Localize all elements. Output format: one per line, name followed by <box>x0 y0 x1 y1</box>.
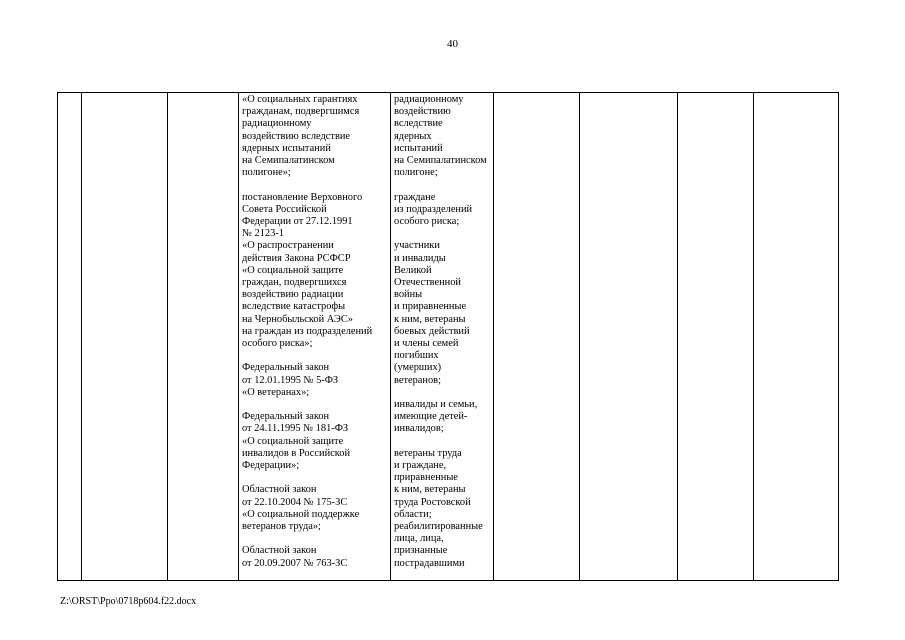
text-line: имеющие детей- <box>394 411 468 423</box>
legal-basis-text <box>239 93 390 570</box>
text-line: вследствие катастрофы <box>242 301 346 313</box>
text-line: радиационному <box>394 94 464 105</box>
text-line: «О социальной защите <box>242 435 344 447</box>
text-line: Федеральный закон <box>242 411 330 423</box>
text-block <box>242 484 388 533</box>
text-line: инвалидов в Российской <box>242 447 351 459</box>
text-line: на Семипалатинском <box>242 155 335 167</box>
text-line: «О распространении <box>242 240 334 252</box>
text-line: пострадавшими <box>394 557 465 569</box>
text-line: на Чернобыльской АЭС» <box>242 313 353 325</box>
text-line: области; <box>394 508 432 520</box>
text-line: воздействию вследствие <box>242 130 351 142</box>
text-block <box>242 192 388 351</box>
text-line: граждан, подвергшихся <box>242 277 347 289</box>
text-line: труда Ростовской <box>394 496 471 508</box>
text-line: от 12.01.1995 № 5-ФЗ <box>242 374 339 386</box>
text-line: «О социальной поддержке <box>242 508 360 520</box>
table-cell-col3 <box>168 93 239 581</box>
text-line: Совета Российской <box>242 203 327 215</box>
text-line: лица, лица, <box>394 533 444 545</box>
text-line: испытаний <box>394 142 443 154</box>
table-row <box>58 93 839 581</box>
text-line: граждане <box>394 191 436 203</box>
text-line: погибших <box>394 350 439 362</box>
text-line: гражданам, подвергшимся <box>242 106 360 118</box>
text-line: войны <box>394 289 423 301</box>
text-line: Федеральный закон <box>242 362 330 374</box>
text-block <box>394 192 491 229</box>
table-cell-number <box>58 93 82 581</box>
table-cell-col7 <box>580 93 678 581</box>
text-line: особого риска»; <box>242 338 313 350</box>
table-cell-recipients <box>391 93 494 581</box>
text-line: Федерации»; <box>242 460 300 472</box>
table-cell-legal-basis <box>239 93 391 581</box>
text-line: ядерных <box>394 130 432 142</box>
text-line: Федерации от 27.12.1991 <box>242 216 353 228</box>
text-line: от 20.09.2007 № 763-ЗС <box>242 557 348 569</box>
text-line: постановление Верховного <box>242 191 363 203</box>
recipients-text <box>391 93 493 570</box>
table-cell-col8 <box>678 93 754 581</box>
text-line: полигоне»; <box>242 167 291 179</box>
text-line: к ним, ветераны <box>394 313 466 325</box>
text-line: на Семипалатинском <box>394 155 487 167</box>
text-line: из подразделений <box>394 203 473 215</box>
text-line: «О ветеранах»; <box>242 386 310 398</box>
text-line: Великой <box>394 264 432 276</box>
document-table <box>57 92 839 581</box>
table-cell-col2 <box>82 93 168 581</box>
text-line: ядерных испытаний <box>242 142 331 154</box>
text-line: признанные <box>394 545 448 557</box>
text-line: инвалиды и семьи, <box>394 399 478 411</box>
text-line: вследствие <box>394 118 443 130</box>
text-line: ветераны труда <box>394 447 462 459</box>
text-line: инвалидов; <box>394 423 444 435</box>
text-line: «О социальных гарантиях <box>242 94 358 105</box>
text-line: воздействию <box>394 106 451 118</box>
text-line: особого риска; <box>394 216 460 228</box>
text-line: и приравненные <box>394 301 467 313</box>
text-block <box>394 94 491 179</box>
text-block <box>394 399 491 436</box>
text-line: № 2123-1 <box>242 228 284 240</box>
text-line: и инвалиды <box>394 252 446 264</box>
table-cell-col9 <box>754 93 839 581</box>
text-block <box>394 240 491 386</box>
text-block <box>394 448 491 570</box>
text-line: реабилитированные <box>394 521 483 533</box>
text-line: и члены семей <box>394 338 459 350</box>
text-block <box>242 94 388 179</box>
text-line: от 22.10.2004 № 175-ЗС <box>242 496 348 508</box>
text-line: участники <box>394 240 440 252</box>
text-line: Отечественной <box>394 277 461 289</box>
text-line: на граждан из подразделений <box>242 325 373 337</box>
page-number: 40 <box>447 38 458 50</box>
text-block <box>242 545 388 569</box>
text-line: боевых действий <box>394 325 470 337</box>
text-line: и граждане, <box>394 460 447 472</box>
text-line: Областной закон <box>242 484 317 496</box>
text-line: (умерших) <box>394 362 442 374</box>
text-line: ветеранов труда»; <box>242 521 321 533</box>
text-line: «О социальной защите <box>242 264 344 276</box>
text-line: приравненные <box>394 472 458 484</box>
text-block <box>242 411 388 472</box>
text-line: полигоне; <box>394 167 438 179</box>
footer-file-path: Z:\ORST\Ppo\0718p604.f22.docx <box>60 596 197 607</box>
text-line: от 24.11.1995 № 181-ФЗ <box>242 423 349 435</box>
text-line: воздействию радиации <box>242 289 344 301</box>
text-line: действия Закона РСФСР <box>242 252 351 264</box>
table-cell-col6 <box>494 93 580 581</box>
text-block <box>242 362 388 399</box>
text-line: ветеранов; <box>394 374 441 386</box>
text-line: радиационному <box>242 118 312 130</box>
text-line: к ним, ветераны <box>394 484 466 496</box>
text-line: Областной закон <box>242 545 317 557</box>
